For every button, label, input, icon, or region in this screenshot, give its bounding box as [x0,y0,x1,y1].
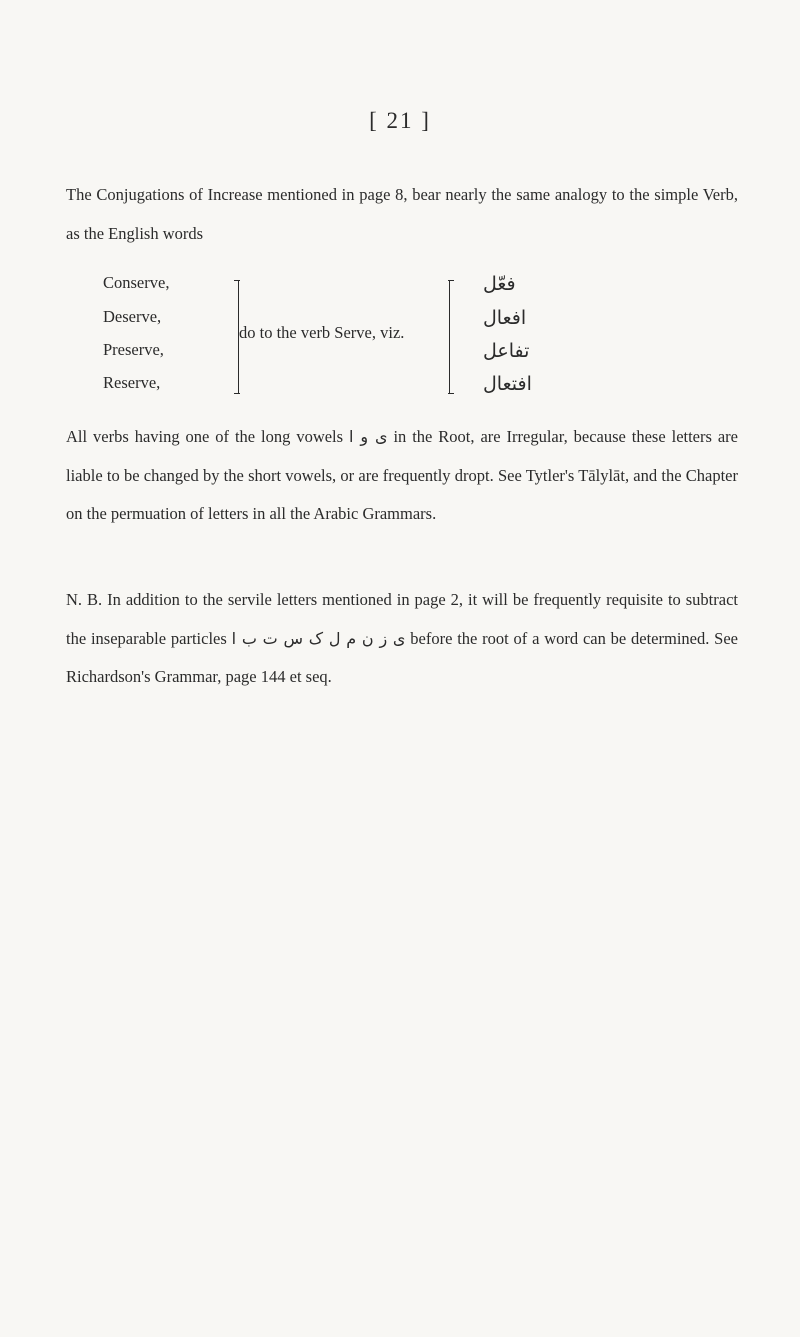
note-paragraph [66,581,738,697]
page-number: [ 21 ] [369,108,431,133]
verb-preserve: Preserve, [103,340,164,359]
verbs-middle-text: do to the verb Serve, viz. [239,323,405,342]
long-vowels-arabic: ی و ا [349,427,388,446]
para2-before: All verbs having one of the long vowels [66,427,344,446]
left-brace [231,281,239,393]
para3-before: N. B. In addition to the servile letters mentioned in page 2, it will be frequently requisite to subtract the inseparable particles [66,590,738,648]
right-brace [449,281,457,393]
arabic-form-3: تفاعل [483,340,530,362]
verbs-table [103,273,703,407]
intro-paragraph: The Conjugations of Increase mentioned in page 8, bear nearly the same analogy to the simple Verb, as the English words [66,185,738,243]
para3-after: before the root of a word can be determined. See Richardson's Grammar, page 144 et seq. [66,628,738,686]
verb-conserve: Conserve, [103,273,170,292]
verb-reserve: Reserve, [103,373,161,392]
arabic-form-4: افتعال [483,373,532,395]
irregular-verbs-paragraph [66,418,738,534]
arabic-form-2: افعال [483,307,527,329]
arabic-form-1: فعّل [483,273,516,295]
particles-arabic: ی ز ن م ل ک س ت ب ا [231,628,406,648]
para2-after: in the Root, are Irregular, because these letters are liable to be changed by the short vowels, or are frequently dropt. See Tytler's Tālylāt, and the Chapter on the permuation of letters in all the Arabic Grammars. [66,427,738,523]
verb-deserve: Deserve, [103,307,162,326]
